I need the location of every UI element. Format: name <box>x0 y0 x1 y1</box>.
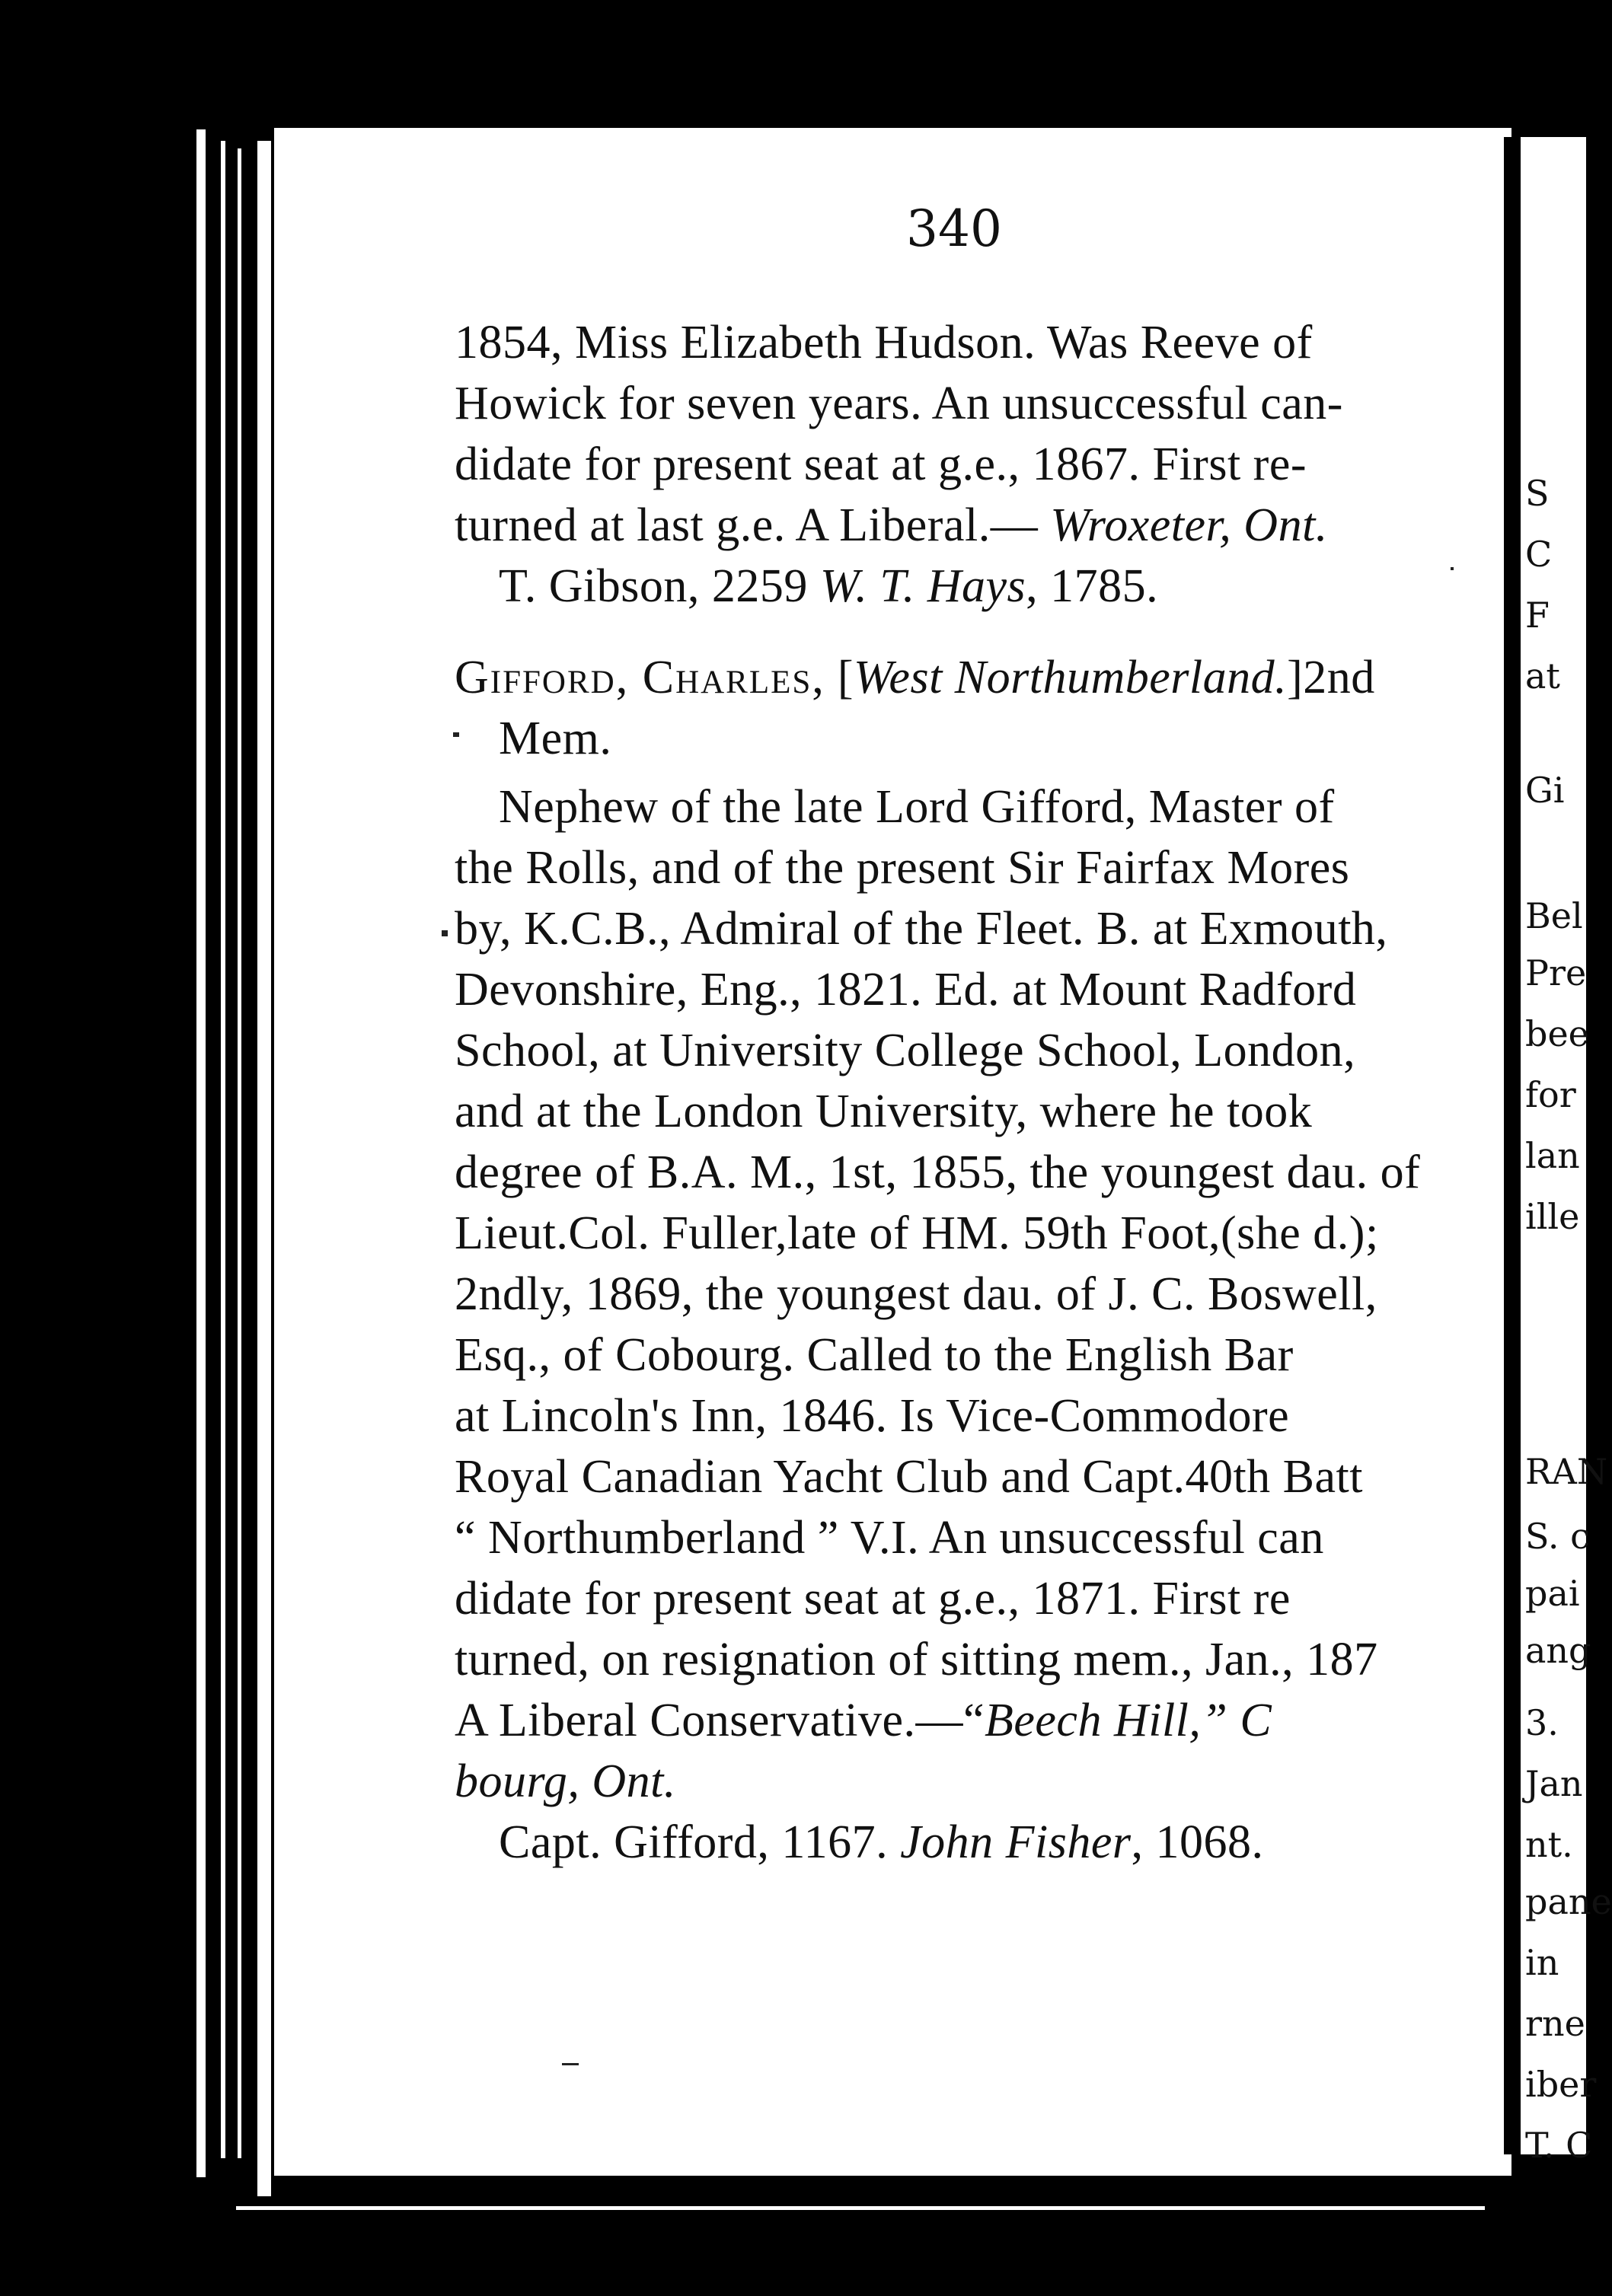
text-line: Howick for seven years. An unsuccessful can- <box>455 378 1343 429</box>
neighbor-page <box>1504 137 1612 2166</box>
neighbor-fragment: bee <box>1525 1013 1589 1054</box>
neighbor-fragment: 3. <box>1525 1702 1559 1743</box>
text-line: T. Gibson, 2259 W. T. Hays, 1785. <box>499 560 1159 612</box>
text-line: turned at last g.e. A Liberal.— Wroxeter, Ont. <box>455 499 1328 551</box>
page-edge-line <box>221 141 225 2158</box>
neighbor-fragment: lan <box>1525 1135 1580 1176</box>
page-edge-line <box>257 141 271 2196</box>
text-line: the Rolls, and of the present Sir Fairfax Mores <box>455 842 1350 894</box>
neighbor-fragment: ang <box>1525 1630 1591 1671</box>
text-line: by, K.C.B., Admiral of the Fleet. B. at Exmouth, <box>455 903 1388 955</box>
text-line: Lieut.Col. Fuller,late of HM. 59th Foot,(she d.); <box>455 1207 1379 1259</box>
text-line: 1854, Miss Elizabeth Hudson. Was Reeve of <box>455 317 1313 368</box>
neighbor-fragment: Bel <box>1525 895 1583 936</box>
text-line: Mem. <box>499 713 612 764</box>
text-line: and at the London University, where he took <box>455 1086 1313 1137</box>
text-line: turned, on resignation of sitting mem., Jan., 187 <box>455 1634 1378 1685</box>
neighbor-fragment: Pre <box>1525 952 1587 993</box>
text-line: Capt. Gifford, 1167. John Fisher, 1068. <box>499 1816 1264 1868</box>
scan-speck <box>453 732 459 737</box>
text-line: 2ndly, 1869, the youngest dau. of J. C. Boswell, <box>455 1268 1377 1320</box>
neighbor-fragment: for <box>1525 1074 1576 1115</box>
neighbor-fragment: nt. <box>1525 1824 1573 1865</box>
text-line: didate for present seat at g.e., 1867. First re- <box>455 438 1307 490</box>
page-edge-line <box>196 129 206 2177</box>
neighbor-fragment: at <box>1525 655 1560 697</box>
neighbor-fragment: S. c <box>1525 1516 1590 1557</box>
neighbor-fragment: ille <box>1525 1196 1580 1237</box>
text-line: Nephew of the late Lord Gifford, Master of <box>499 781 1335 833</box>
neighbor-fragment: F <box>1525 595 1550 636</box>
text-line: School, at University College School, London, <box>455 1025 1356 1076</box>
neighbor-fragment: C <box>1525 534 1553 575</box>
text-line: bourg, Ont. <box>455 1755 676 1807</box>
entry-heading: Gifford, Charles, [West Northumberland.]2nd <box>455 652 1375 703</box>
text-line: “ Northumberland ” V.I. An unsuccessful can <box>455 1512 1324 1564</box>
neighbor-fragment: in <box>1525 1942 1559 1983</box>
neighbor-fragment: Gi <box>1525 770 1565 811</box>
text-line: Esq., of Cobourg. Called to the English Bar <box>455 1329 1294 1381</box>
text-line: A Liberal Conservative.—“Beech Hill,” C <box>455 1695 1272 1746</box>
page-bottom-edge <box>236 2206 1485 2210</box>
scan-speck <box>562 2063 579 2065</box>
page-number: 340 <box>906 199 1002 258</box>
scan-speck <box>442 930 448 936</box>
neighbor-fragment: Jan <box>1525 1763 1583 1804</box>
neighbor-fragment: pane <box>1525 1881 1612 1922</box>
text-line: at Lincoln's Inn, 1846. Is Vice-Commodore <box>455 1390 1290 1442</box>
neighbor-fragment: T. C <box>1525 2125 1593 2166</box>
text-line: Royal Canadian Yacht Club and Capt.40th Batt <box>455 1451 1364 1503</box>
text-line: Devonshire, Eng., 1821. Ed. at Mount Radford <box>455 964 1357 1016</box>
page-edge-line <box>238 148 241 2158</box>
neighbor-fragment: pai <box>1525 1573 1580 1614</box>
neighbor-fragment: iber <box>1525 2064 1597 2105</box>
neighbor-fragment: rne <box>1525 2003 1585 2044</box>
neighbor-fragment: RAN <box>1525 1451 1608 1492</box>
text-line: didate for present seat at g.e., 1871. First re <box>455 1573 1291 1625</box>
page-gutter <box>1504 137 1521 2154</box>
neighbor-fragment: S <box>1525 473 1550 514</box>
scan-speck <box>1451 567 1454 570</box>
text-line: degree of B.A. M., 1st, 1855, the youngest dau. of <box>455 1146 1421 1198</box>
